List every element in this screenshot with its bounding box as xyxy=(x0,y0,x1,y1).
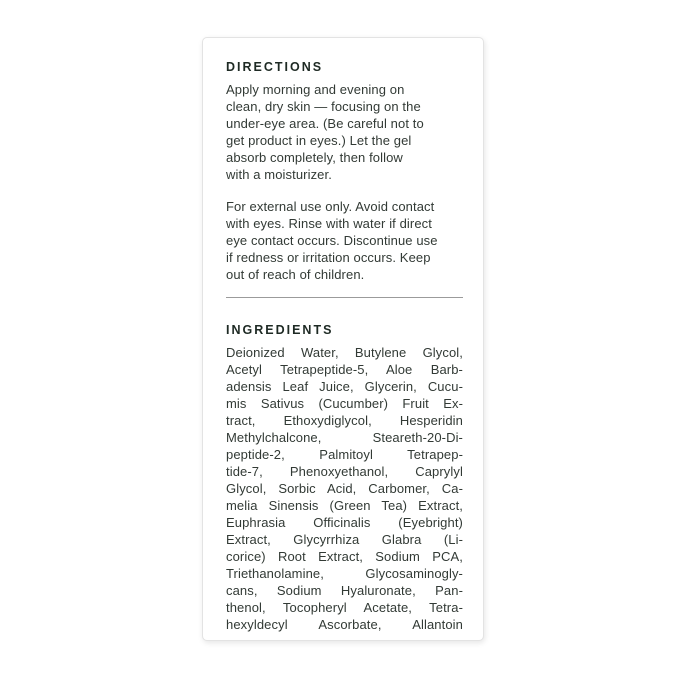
text-line: Glycol, Sorbic Acid, Carbomer, Ca- xyxy=(226,481,463,496)
text-line: if redness or irritation occurs. Keep xyxy=(226,250,431,265)
directions-heading: DIRECTIONS xyxy=(226,60,324,74)
text-line: cans, Sodium Hyaluronate, Pan- xyxy=(226,583,463,598)
directions-usage-paragraph xyxy=(226,81,463,183)
text-line: tide-7, Phenoxyethanol, Caprylyl xyxy=(226,464,463,479)
text-line: hexyldecyl Ascorbate, Allantoin xyxy=(226,617,463,632)
text-line: Triethanolamine, Glycosaminogly- xyxy=(226,566,463,581)
text-line: out of reach of children. xyxy=(226,267,365,282)
text-line: mis Sativus (Cucumber) Fruit Ex- xyxy=(226,396,463,411)
text-line: Euphrasia Officinalis (Eyebright) xyxy=(226,515,463,530)
text-line: with a moisturizer. xyxy=(226,167,332,182)
text-line: peptide-2, Palmitoyl Tetrapep- xyxy=(226,447,463,462)
ingredients-heading: INGREDIENTS xyxy=(226,323,334,337)
text-line: corice) Root Extract, Sodium PCA, xyxy=(226,549,463,564)
text-line: For external use only. Avoid contact xyxy=(226,199,435,214)
text-line: with eyes. Rinse with water if direct xyxy=(226,216,432,231)
ingredients-list xyxy=(226,344,463,633)
text-line: Extract, Glycyrrhiza Glabra (Li- xyxy=(226,532,463,547)
text-line: thenol, Tocopheryl Acetate, Tetra- xyxy=(226,600,463,615)
section-divider xyxy=(226,297,463,298)
text-line: eye contact occurs. Discontinue use xyxy=(226,233,438,248)
text-line: clean, dry skin — focusing on the xyxy=(226,99,421,114)
text-line: adensis Leaf Juice, Glycerin, Cucu- xyxy=(226,379,463,394)
text-line: Methylchalcone, Steareth-20-Di- xyxy=(226,430,463,445)
text-line: melia Sinensis (Green Tea) Extract, xyxy=(226,498,463,513)
text-line: Deionized Water, Butylene Glycol, xyxy=(226,345,463,360)
text-line: under-eye area. (Be careful not to xyxy=(226,116,424,131)
product-label-card xyxy=(202,37,484,641)
text-line: Apply morning and evening on xyxy=(226,82,405,97)
text-line: absorb completely, then follow xyxy=(226,150,403,165)
text-line: get product in eyes.) Let the gel xyxy=(226,133,412,148)
directions-warning-paragraph xyxy=(226,198,463,283)
text-line: Acetyl Tetrapeptide-5, Aloe Barb- xyxy=(226,362,463,377)
text-line: tract, Ethoxydiglycol, Hesperidin xyxy=(226,413,463,428)
